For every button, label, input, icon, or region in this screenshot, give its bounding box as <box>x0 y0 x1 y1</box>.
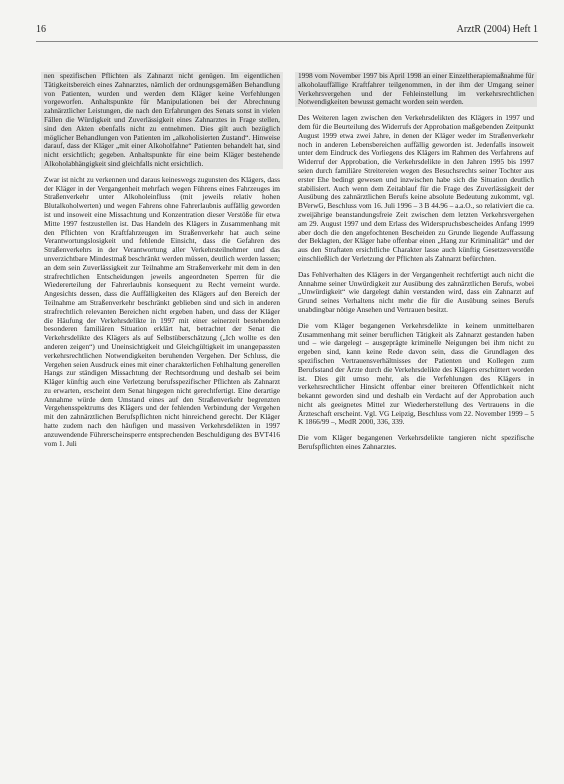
paragraph: Die vom Kläger begangenen Verkehrsdelikte in keinem unmittelbaren Zusammenhang mit seiner beruflichen Tätigkeit als Zahnarzt gestanden haben und – wie dargelegt – ausgeprägte kriminelle Neigungen bei ihm nicht zu ergeben sind, kann keine Rede davon sein, dass die Grundlagen des spezifischen Vertrauensverhältnisses der Patienten und Kollegen zum Berufsstand der Ärzte durch die Verkehrsdelikte des Klägers erschüttert worden ist. Dies gilt umso mehr, als die Verfehlungen des Klägers in verkehrsrechtlicher Hinsicht offenbar einer breiteren Öffentlichkeit nicht bekannt geworden sind und deshalb ein Verdacht auf der Approbation auch nicht als geeignetes Mittel zur Wiederherstellung des Vertrauens in die Ärzteschaft erscheint. Vgl. VG Leipzig, Beschluss vom 22. November 1999 – 5 K 1866/99 –, MedR 2000, 336, 339. <box>298 320 534 427</box>
paragraph: nen spezifischen Pflichten als Zahnarzt nicht genügen. Im eigentlichen Tätigkeitsbereich eines Zahnarztes, nämlich der ordnungsgemäßen Behandlung von Patienten, wurden und werden dem Kläger keine Verfehlungen vorgeworfen. Anhaltspunkte für Manipulationen bei der Abrechnung zahnärztlicher Leistungen, die nach den Erfahrungen des Senats sonst in vielen Fällen die Würdigkeit und Zuverlässigkeit eines Zahnarztes in Frage stellen, sind den Akten ebenfalls nicht zu entnehmen. Dies gilt auch bezüglich möglicher Behandlungen von Patienten im „alkoholisierten Zustand“. Hinweise darauf, dass der Kläger „mit einer Alkoholfahne“ Patienten behandelt hat, sind nicht ersichtlich; gegeben. Anhaltspunkte für eine beim Kläger bestehende Alkoholabhängigkeit sind gleichfalls nicht ersichtlich. <box>41 72 283 169</box>
page-header <box>36 24 538 38</box>
paragraph: Des Weiteren lagen zwischen den Verkehrsdelikten des Klägers in 1997 und dem für die Beurteilung des Widerrufs der Approbation maßgebenden Zeitpunkt August 1999 etwa zwei Jahre, in denen der Kläger weder im Straßenverkehr noch in anderen Lebensbereichen auffällig geworden ist. Jedenfalls insoweit unter dem Eindruck des Vorliegens des Klägers im Rahmen des Verfahrens auf Widerruf der Approbation, die Verkehrsdelikte in den Jahren 1995 bis 1997 seien durch familiäre Streitereien wegen des Besuchsrechts seiner Tochter aus erster Ehe bedingt gewesen und inzwischen habe sich die Situation deutlich stabilisiert. Auch wenn dem Zeitablauf für die Frage des Zuverlässigkeit der Ausübung des zahnärztlichen Berufs keine absolute Bedeutung zukommt, vgl. BVerwG, Beschluss vom 16. Juli 1996 – 3 B 44.96 – a.a.O., so relativiert die ca. zweijährige beanstandungsfreie Zeit zwischen dem letzten Verkehrsvergehen am 29. August 1997 und dem Erlass des Widerspruchsbescheides Anfang 1999 aber doch die den angefochtenen Bescheiden zu Grunde liegende Auffassung der Beklagten, der Kläger habe offenbar einen „Hang zur Kriminalität“ und der aus den Straftaten ersichtliche Charakter lasse auch künftig Gesetzesverstöße einschließlich der Verletzung der Pflichten als Zahnarzt befürchten. <box>298 113 534 263</box>
paragraph: Zwar ist nicht zu verkennen und daraus keineswegs zugunsten des Klägers, dass der Kläger in der Vergangenheit mehrfach wegen Führens eines Fahrzeuges im Straßenverkehr unter Alkoholeinfluss (mit jeweils relativ hohen Blutalkoholwerten) und wegen Fahrens ohne Fahrerlaubnis auffällig geworden ist und insoweit eine Missachtung und Konzentration dieser Verstöße für etwa Mitte 1997 festzustellen ist. Das Handeln des Klägers in Zusammenhang mit den Pflichten von Kraftfahrzeugen im Straßenverkehr hat auch seine Verantwortungslosigkeit und fehlende Einsicht, dass die Gefahren des Straßenverkehrs in der Verantwortung aller Verkehrsteilnehmer und das unverzichtbare Mindestmaß beschränkt werden müssen, deutlich werden lassen; an dem sein Zuverlässigkeit zur Teilnahme am Straßenverkehr mit dem in den strafrechtlichen Entscheidungen jeweils angeordneten Sperren für die Wiedererteilung der Fahrerlaubnis konsequent zu Recht verneint wurde. Angesichts dessen, dass die Auffälligkeiten des Klägers auf den Bereich der Teilnahme am Straßenverkehr beschränkt geblieben sind und sich in anderen strafrechtlich relevanten Bereichen nicht ergeben haben, und dass der Kläger die Häufung der Verkehrsdelikte in 1997 mit einer seinerzeit bestehenden besonderen familiären Situation erklärt hat, betrachtet der Senat die Verkehrsdelikte des Klägers als auf Selbstüberschätzung („Ich wollte es den anderen zeigen“) und Uneinsichtigkeit und Gleichgültigkeit im unangepassten verkehrsrechtlichen Notwendigkeiten beruhenden Vergehen. Der Schluss, die Vergehen seien Ausdruck eines mit einer charakterlichen Fehlhaltung generellen Hangs zur ständigen Missachtung der Rechtsordnung und deshalb sei beim Kläger künftig auch eine Verletzung berufsspezifischer Pflichten als Zahnarzt zu erwarten, erscheint dem Senat hingegen nicht gerechtfertigt. Eine derartige Annahme würde dem Umstand eines auf den Straßenverkehr begrenzten Vergehensspektrums des Klägers und der fehlenden Verbindung der Vergehen mit den zahnärztlichen Berufspflichten nicht hinreichend gerecht. Der Kläger hatte zudem nach den häufigen und massiven Verkehrsdelikten in 1997 anzuwendende Führerscheinsperre entsprechenden Beschuldigung des BVT416 vom 1. Juli <box>44 174 280 448</box>
page-number: 16 <box>36 24 46 35</box>
paragraph: 1998 vom November 1997 bis April 1998 an einer Einzeltherapiemaßnahme für alkoholauffällige Kraftfahrer teilgenommen, in der ihm der Umgang seiner Verkehrsvergehen und der Fehleinstellung im verkehrsrechtlichen Notwendigkeiten bewusst gemacht worden sein werden. <box>295 72 537 107</box>
paragraph: Das Fehlverhalten des Klägers in der Vergangenheit rechtfertigt auch nicht die Annahme seiner Unwürdigkeit zur Ausübung des zahnärztlichen Berufs, wobei „Unwürdigkeit“ wie dargelegt dahin verstanden wird, dass ein Zahnarzt auf Grund seines Verhaltens nicht mehr die für die Ausübung seines Berufs unabdingbar nötige Ansehen und Vertrauen besitzt. <box>298 269 534 314</box>
left-column <box>44 72 280 455</box>
paragraph: Die vom Kläger begangenen Verkehrsdelikte tangieren nicht spezifische Berufspflichten eines Zahnarztes. <box>298 433 534 452</box>
right-column <box>298 72 534 459</box>
journal-citation: ArztR (2004) Heft 1 <box>456 24 538 35</box>
header-divider <box>36 41 538 42</box>
